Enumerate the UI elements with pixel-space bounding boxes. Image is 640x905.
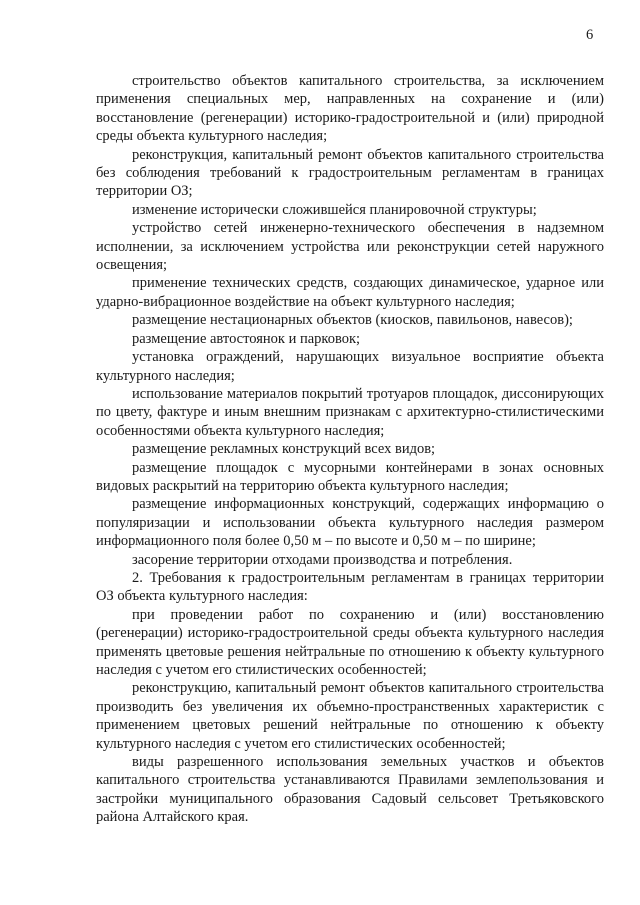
paragraph: устройство сетей инженерно-технического обеспечения в надземном исполнении, за исключением устройства или реконструкции сетей наружного освещения;: [96, 220, 604, 274]
paragraph: реконструкцию, капитальный ремонт объектов капитального строительства производить без увеличения их объемно-пространственных характеристик с применением цветовых решений нейтральные по отношению к объекту культурного наследия с учетом его стилистических особенностей;: [96, 680, 604, 752]
paragraph: применение технических средств, создающих динамическое, ударное или ударно-вибрационное воздействие на объект культурного наследия;: [96, 275, 604, 310]
section-heading: 2. Требования к градостроительным регламентам в границах территории ОЗ объекта культурного наследия:: [96, 569, 604, 605]
paragraph: размещение информационных конструкций, содержащих информацию о популяризации и использовании объекта культурного наследия размером информационного поля более 0,50 м – по высоте и 0,50 м – по ширине;: [96, 496, 604, 550]
paragraph: засорение территории отходами производства и потребления.: [132, 551, 513, 568]
paragraph: использование материалов покрытий тротуаров площадок, диссонирующих по цвету, фактуре и иным внешним признакам с архитектурно-стилистическими особенностями объекта культурного наследия;: [96, 385, 604, 439]
paragraph: размещение автостоянок и парковок;: [132, 330, 361, 347]
paragraph: размещение площадок с мусорными контейнерами в зонах основных видовых раскрытий на территорию объекта культурного наследия;: [96, 459, 604, 494]
paragraph: реконструкция, капитальный ремонт объектов капитального строительства без соблюдения требований к градостроительным регламентам в границах территории ОЗ;: [96, 146, 604, 200]
paragraph: виды разрешенного использования земельных участков и объектов капитального строительства устанавливаются Правилами землепользования и застройки муниципального образования Садовый сельсовет Третьяковского района Алтайского края.: [96, 754, 604, 826]
paragraph: размещение рекламных конструкций всех видов;: [132, 441, 436, 458]
document-body: [96, 72, 604, 827]
paragraph: строительство объектов капитального строительства, за исключением применения специальных мер, направленных на сохранение и (или) восстановление (регенерации) историко-градостроительной и (или) природной среды объекта культурного наследия;: [96, 73, 604, 145]
paragraph: изменение исторически сложившейся планировочной структуры;: [132, 201, 537, 218]
page-number: 6: [586, 27, 594, 43]
paragraph: размещение нестационарных объектов (киосков, павильонов, навесов);: [132, 312, 573, 329]
paragraph: установка ограждений, нарушающих визуальное восприятие объекта культурного наследия;: [96, 349, 604, 384]
paragraph: при проведении работ по сохранению и (или) восстановлению (регенерации) историко-градостроительной среды объекта культурного наследия применять цветовые решения нейтральные по отношению к объекту культурного наследия с учетом его стилистических особенностей;: [96, 606, 604, 678]
